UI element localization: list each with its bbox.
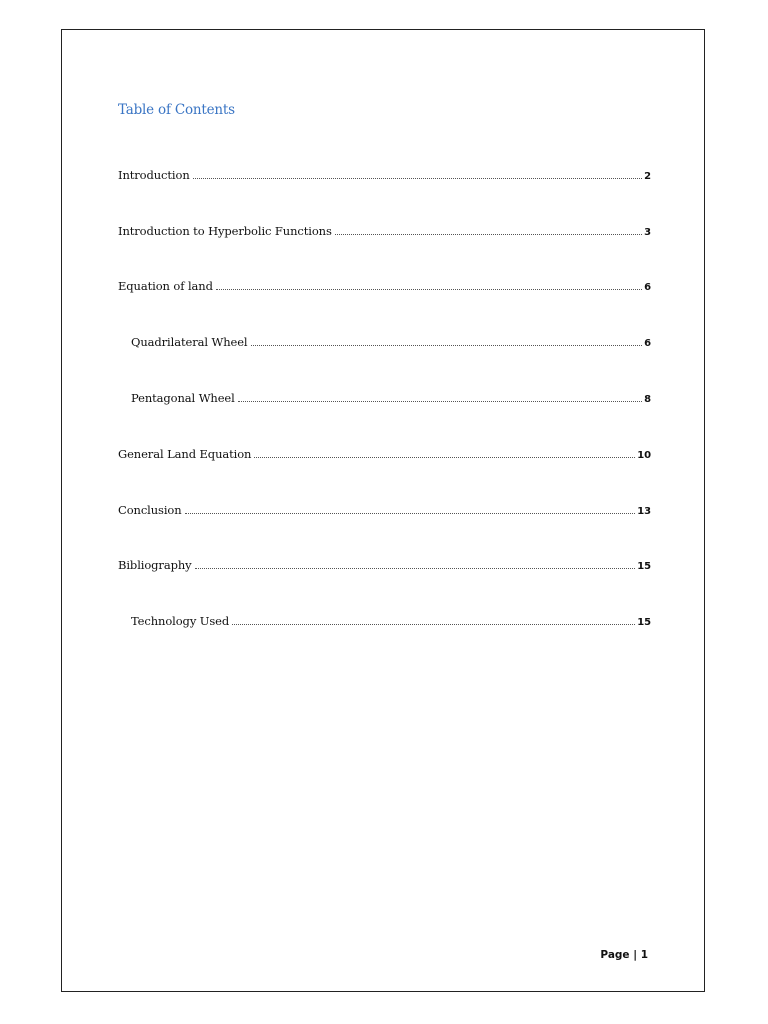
toc-entry-equation-of-land[interactable] <box>118 262 651 318</box>
toc-entry-text: Conclusion <box>118 502 182 517</box>
toc-page-number: 13 <box>637 505 651 517</box>
toc-page-number: 15 <box>637 561 651 573</box>
toc-dot-leader <box>335 234 642 235</box>
toc-dot-leader <box>254 457 635 458</box>
toc-entry-text: Quadrilateral Wheel <box>131 335 248 350</box>
toc-page-number: 3 <box>644 226 651 238</box>
toc-title: Table of Contents <box>118 102 235 118</box>
toc-entry-text: Introduction <box>118 167 190 182</box>
toc-dot-leader <box>232 624 635 625</box>
toc-entry-pentagonal-wheel[interactable] <box>118 373 651 429</box>
toc-page-number: 15 <box>637 617 651 629</box>
toc-page-number: 6 <box>644 282 651 294</box>
toc-dot-leader <box>195 568 636 569</box>
toc-entry-conclusion[interactable] <box>118 485 651 541</box>
toc-page-number: 10 <box>637 449 651 461</box>
toc-entry-technology-used[interactable] <box>118 596 651 652</box>
toc-dot-leader <box>216 289 642 290</box>
toc-entry-text: Introduction to Hyperbolic Functions <box>118 223 332 238</box>
toc-entry-text: General Land Equation <box>118 446 252 461</box>
toc-entry-text: Bibliography <box>118 558 192 573</box>
toc-entry-general-land-equation[interactable] <box>118 429 651 485</box>
toc-dot-leader <box>185 513 636 514</box>
toc-entry-text: Pentagonal Wheel <box>131 390 235 405</box>
toc-page-number: 8 <box>644 393 651 405</box>
toc-entry-text: Equation of land <box>118 279 213 294</box>
toc-dot-leader <box>193 178 643 179</box>
toc-list <box>118 150 651 652</box>
toc-entry-introduction[interactable] <box>118 150 651 206</box>
toc-entry-hyperbolic-functions[interactable] <box>118 206 651 262</box>
toc-dot-leader <box>251 345 643 346</box>
document-page <box>61 29 705 992</box>
toc-entry-bibliography[interactable] <box>118 541 651 597</box>
toc-entry-text: Technology Used <box>131 614 230 629</box>
toc-page-number: 2 <box>644 170 651 182</box>
toc-entry-quadrilateral-wheel[interactable] <box>118 317 651 373</box>
toc-dot-leader <box>238 401 642 402</box>
page-footer: Page | 1 <box>600 949 648 961</box>
toc-page-number: 6 <box>644 338 651 350</box>
